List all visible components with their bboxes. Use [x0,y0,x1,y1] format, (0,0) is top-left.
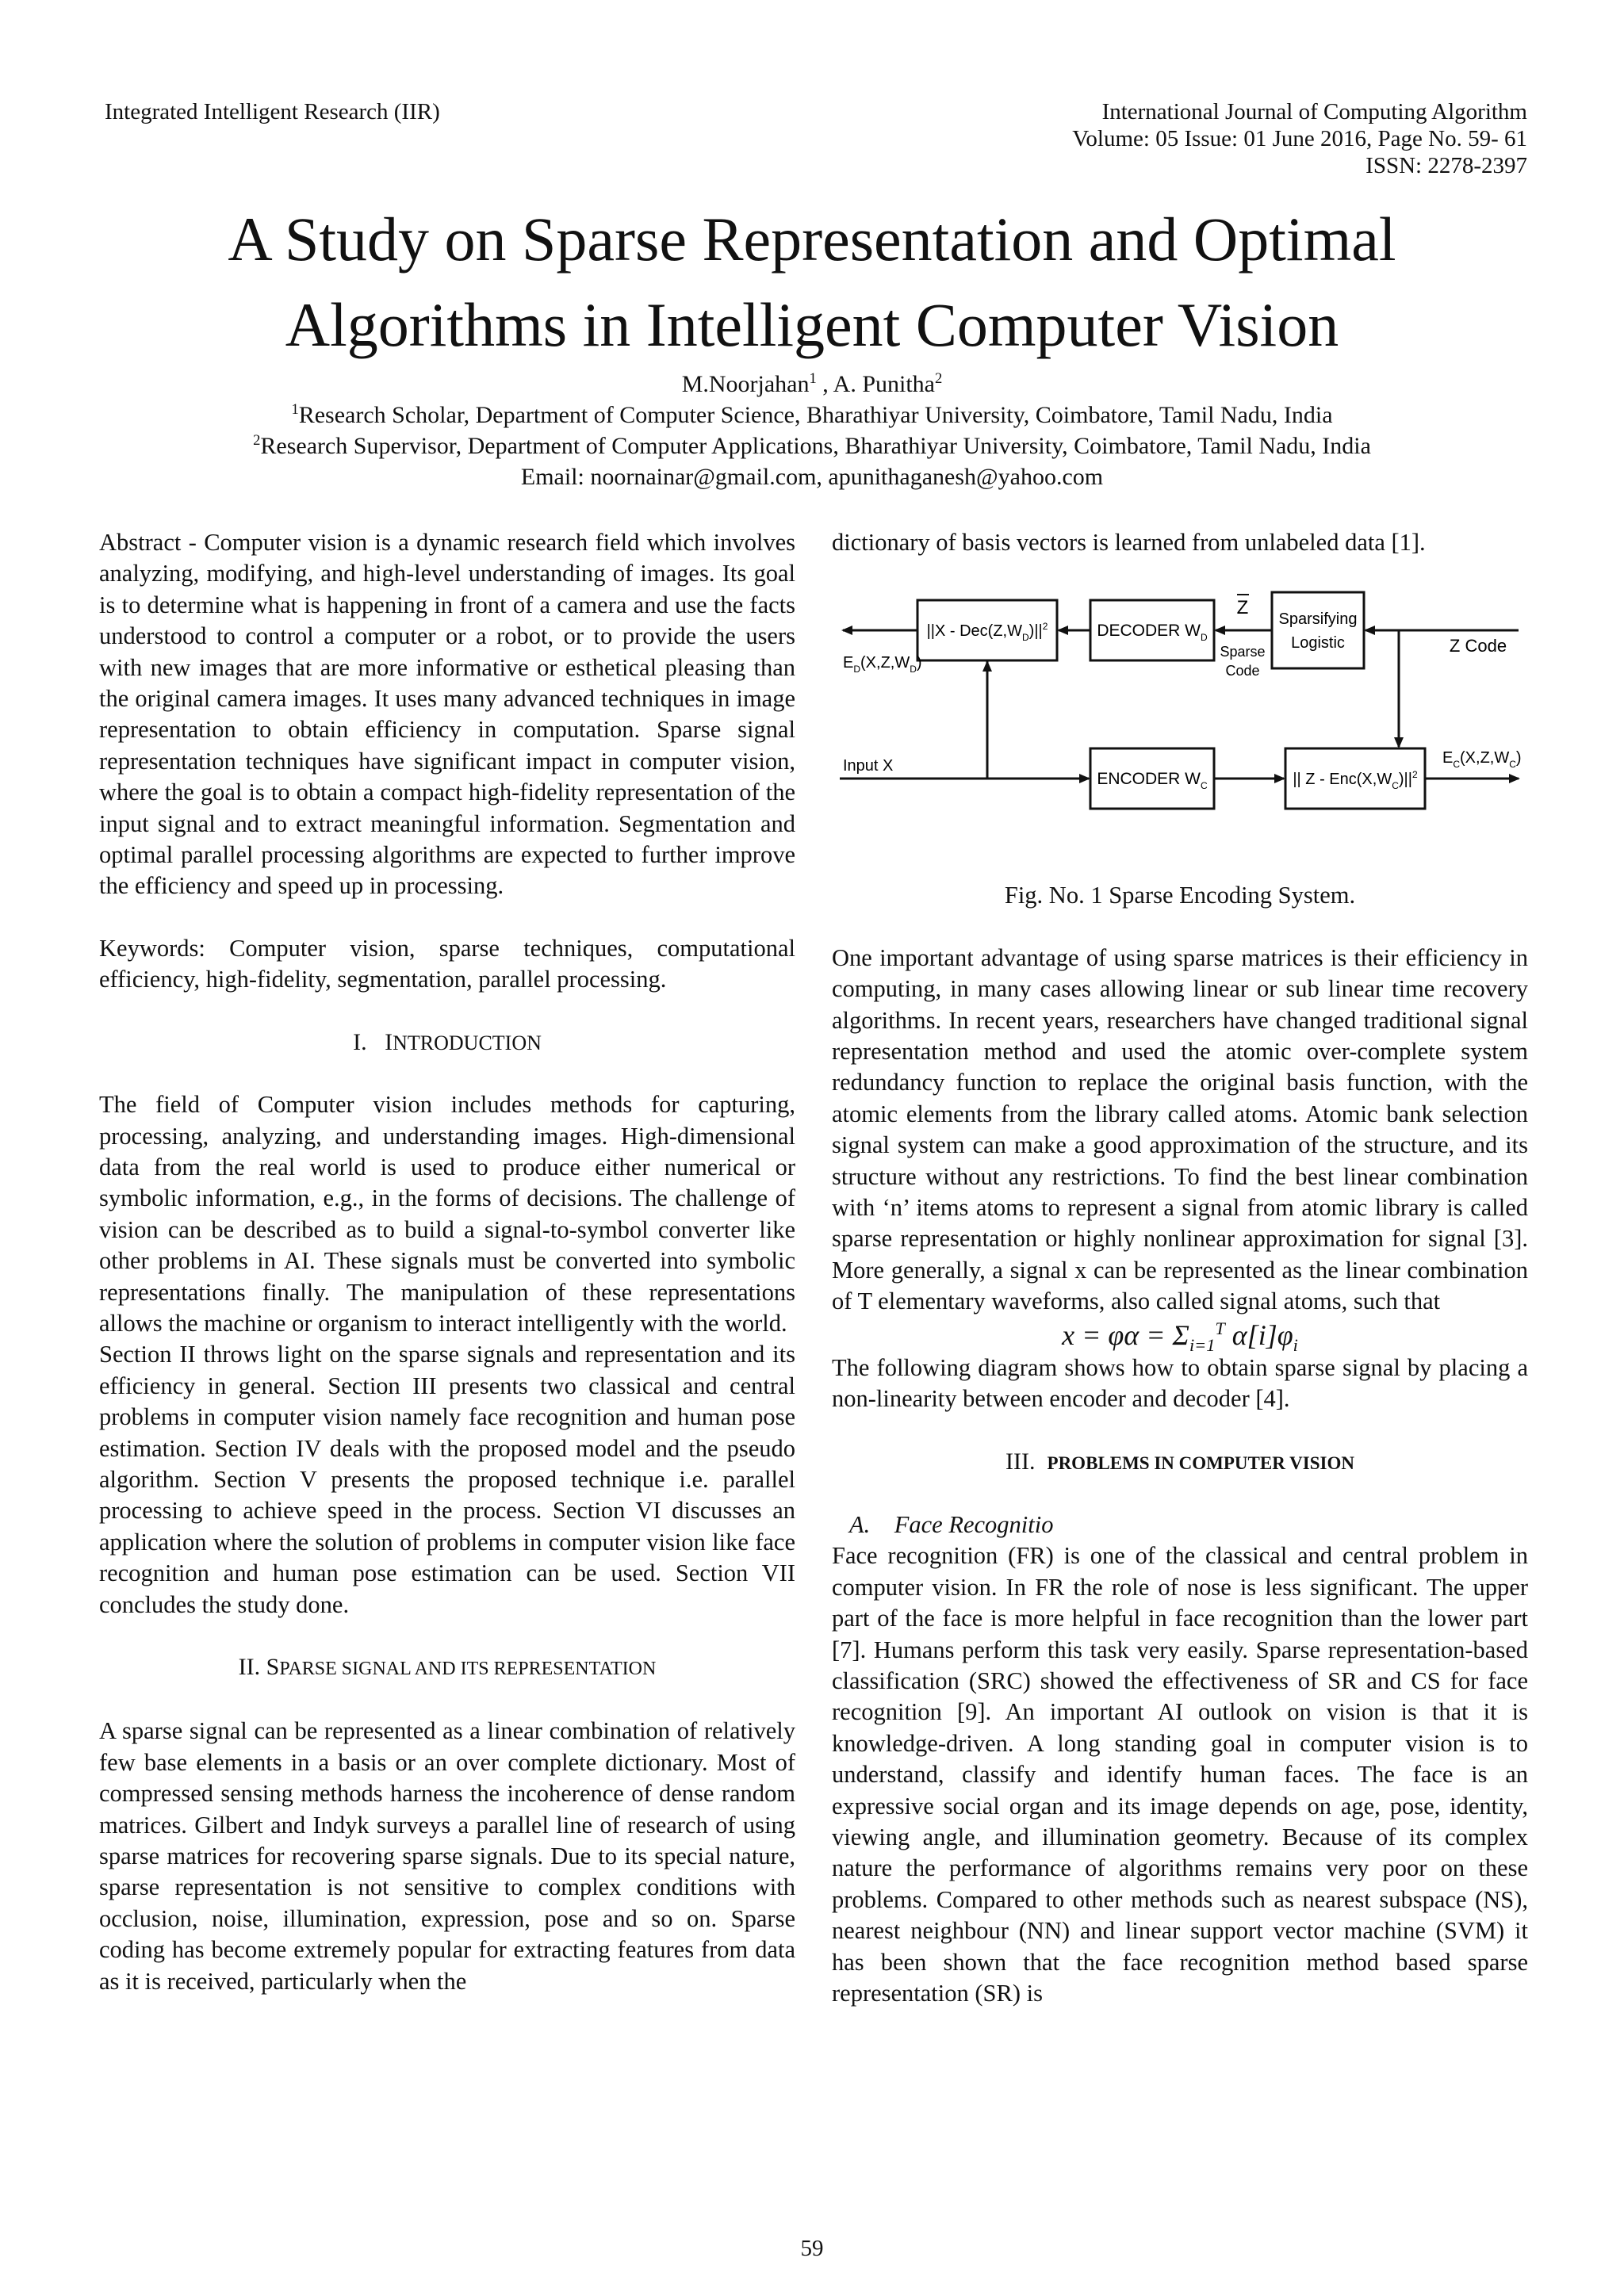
right-paragraph-3: Face recognition (FR) is one of the classical and central problem in computer vision. In FR the role of nose is less significant. The upper part of the face is more helpful in face recognition than the lower part [7]. Humans perform this task very easily. Sparse representation-based classification (SRC) showed the effectiveness of SR and CS for face recognition [9]. An important AI outlook on vision is that it is knowledge-driven. A long standing goal in computer vision is to understand, classify and identify human faces. The face is an expressive social organ and its image depends on age, pose, identity, viewing angle, and illumination geometry. Because of its complex nature the performance of algorithms remains very poor on these problems. Compared to other methods such as nearest subspace (NS), nearest neighbour (NN) and linear support vector machine (SVM) it has been shown that the face recognition method based sparse representation (SR) is [832,1542,1528,2007]
decoder-energy-label: $||X - Dec(Z,W_D)||^2$ [926,621,1048,644]
author-block [0,369,1624,492]
ed-label: $E_D(X,Z,W_D)$ [843,654,922,675]
sparse-equation: $x = \varphi\alpha = \Sigma_{i=1}^T$ $\alpha[i]\varphi_i$ [1062,1318,1298,1355]
decoder-label: DECODER $W_D$ [1097,622,1208,644]
sparsifying-label-1: Sparsifying [1278,610,1358,629]
encoder-energy-label: || Z - $Enc(X,W_C)||^2$ [1293,769,1418,792]
intro-paragraph-2: Section II throws light on the sparse signals and representation and its efficiency in general. Section III presents two classical and central problems in computer vision namely face recognition and human pose estimation. Section IV deals with the proposed model and the pseudo algorithm. Section V presents the proposed technique i.e. parallel processing to achieve speed in the process. Section VI discusses an application where the solution of problems in computer vision like face recognition and human pose estimation can be used. Section VII concludes the study done. [99,1341,795,1618]
abstract: Abstract - Computer vision is a dynamic research field which involves analyzing, modifying, and high-level understanding of images. Its goal is to determine what is happening in front of a camera and use the facts understood to control a computer or a robot, or to provide the users with new images that are more informative or esthetical pleasing than the original camera images. It uses many advanced techniques in image representation to obtain efficiency in computation. Sparse signal representation techniques have significant impact in computer vision, where the goal is to obtain a compact high-fidelity representation of the input signal and to extract meaningful information. Segmentation and optimal parallel processing algorithms are expected to further improve the efficiency and speed up in processing. [99,529,795,900]
subsection-face-recognition: A. Face Recognitio [849,1510,1054,1538]
affiliation-2: $^2$Research Supervisor, Department of Computer Applications, Bharathiyar University, Coimbatore, Tamil Nadu, India [253,432,1371,459]
journal-issn: ISSN: 2278-2397 [1365,153,1527,178]
sparse-label-1: Sparse [1220,644,1266,660]
journal-series: Integrated Intelligent Research (IIR) [105,99,440,124]
journal-volume: Volume: 05 Issue: 01 June 2016, Page No. 59- 61 [1072,126,1527,151]
zcode-label: Z Code [1449,636,1507,656]
section-heading-problems: III. PROBLEMS IN COMPUTER VISION [1005,1448,1354,1475]
sparse-paragraph-1: A sparse signal can be represented as a linear combination of relatively few base elements in a basis or an over complete dictionary. Most of compressed sensing methods harness the incoherence of dense random matrices. Gilbert and Indyk surveys a parallel line of research of using sparse matrices for recovering sparse signals. Due to its special nature, sparse representation is not sensitive to complex conditions with occlusion, noise, illumination, expression, pose and so on. Sparse coding has become extremely popular for extracting features from data as it is received, particularly when the [99,1717,795,1995]
journal-name: International Journal of Computing Algorithm [1101,99,1527,124]
sparsifying-label-2: Logistic [1291,634,1345,652]
sparse-label-2: Code [1225,663,1260,679]
zbar-label: Z [1236,597,1249,619]
figure-caption: Fig. No. 1 Sparse Encoding System. [1004,882,1356,909]
encoder-label: ENCODER $W_C$ [1097,770,1208,792]
author-names: M.Noorjahan$^1$ , A. Punitha$^2$ [681,370,943,397]
keywords: Keywords: Computer vision, sparse techniques, computational efficiency, high-fidelity, segmentation, parallel processing. [99,934,795,993]
right-column [832,527,1528,2009]
section-heading-sparse: II. SPARSE SIGNAL AND ITS REPRESENTATION [238,1654,657,1680]
title-line-1: A Study on Sparse Representation and Optimal [228,205,1396,274]
page-number: 59 [800,2236,824,2261]
journal-info [1072,98,1527,179]
sparse-encoding-diagram [832,564,1528,874]
ec-label: $E_C(X,Z,W_C)$ [1442,749,1522,771]
right-paragraph-2: The following diagram shows how to obtain sparse signal by placing a non-linearity between encoder and decoder [4]. [832,1353,1528,1413]
paper-title [0,197,1624,368]
input-label: Input X [843,757,894,775]
left-column [99,527,795,1997]
title-line-2: Algorithms in Intelligent Computer Vision [285,290,1339,359]
right-paragraph-1: One important advantage of using sparse matrices is their efficiency in computing, in many cases allowing linear or sub linear time recovery algorithms. In recent years, researchers have changed traditional signal representation method and used the atomic over-complete system redundancy function to replace the original basis function, with the atomic elements from the library called atoms. Atomic bank selection signal system can make a good approximation of the structure, and its structure without any restrictions. To find the best linear combination with ‘n’ items atoms to represent a signal from atomic library is called sparse representation or highly nonlinear approximation for signal [3]. More generally, a signal x can be represented as the linear combination of T elementary waveforms, also called signal atoms, such that [832,943,1528,1315]
sparsifying-box [1272,592,1364,668]
author-emails: Email: noornainar@gmail.com, apunithaganesh@yahoo.com [520,464,1104,490]
section-heading-introduction: I. INTRODUCTION [353,1028,542,1055]
intro-paragraph-1: The field of Computer vision includes methods for capturing, processing, analyzing, and understanding images. High-dimensional data from the real world is used to produce either numerical or symbolic information, e.g., in the forms of decisions. The challenge of vision can be described as to build a signal-to-symbol converter like other problems in AI. These signals must be converted into symbolic representations finally. The manipulation of these representations allows the machine or organism to interact intelligently with the world. [99,1091,795,1337]
affiliation-1: $^1$Research Scholar, Department of Computer Science, Bharathiyar University, Coimbatore, Tamil Nadu, India [291,401,1333,428]
continued-text: dictionary of basis vectors is learned from unlabeled data [1]. [832,529,1426,556]
